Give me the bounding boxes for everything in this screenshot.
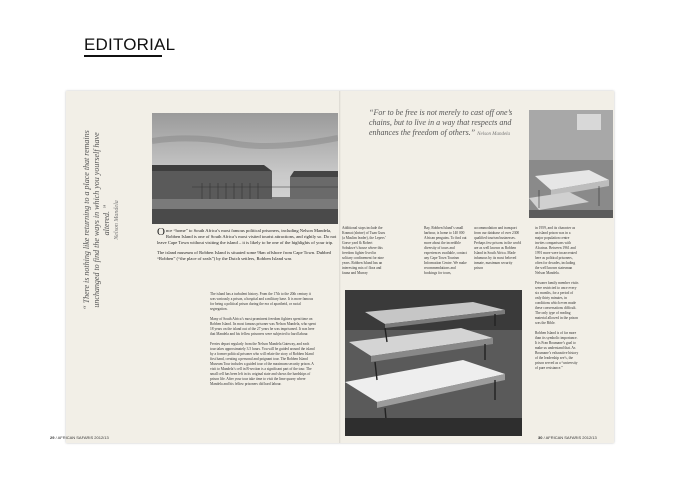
prison-cell-beds-photo	[529, 110, 613, 218]
footer-left-label: AFRICAN SAFARIS	[57, 435, 94, 440]
lead-paragraph-1: nce “home” to South Africa’s most famous political prisoners, including Nelson Mandela, Robben Island is one of South Africa’s most visited tourist attractions, and rightly so. Do not leave Cape Town without visiting the island – it is likely to be one of the highlights of your trip.	[157, 228, 337, 245]
footer-left-page: 29	[50, 435, 55, 440]
lead-paragraphs	[157, 228, 337, 262]
side-quote-text: “ There is nothing like returning to a place that remains unchanged to find the ways in which you yourself have altered. ”	[82, 130, 111, 310]
spread-gutter	[339, 91, 341, 443]
side-quote-attribution: Nelson Mandela	[114, 200, 120, 240]
footer-left-issue: 2012/13	[94, 435, 109, 440]
column-a-paragraph: The island has a turbulent history. From the 17th to the 20th century it was variously a prison, a hospital and a military base. It is more famous for being a political prison during the era of apartheid, or racial segregation.	[210, 292, 314, 311]
column-d-paragraph: accommodation and transport from our database of over 2300 qualified tourism businesses. Perhaps few prisons in the world are as well known as Robben Island in South Africa. Made infamous by its most beloved inmate, maximum security prison	[474, 226, 522, 270]
footer-right-page: 30	[538, 435, 543, 440]
pull-quote-attribution: Nelson Mandela	[477, 132, 511, 137]
footer-right: 30 / AFRICAN SAFARIS 2012/13	[538, 435, 597, 440]
column-e-paragraph: Robben Island is of far more than its symbolic importance. It is Fran Boumane’s goal to make us understand that. As Boumane’s exhaustive history of the leadership see’s, the prison served as a “university of pure resistance.”	[535, 331, 579, 370]
column-e-paragraph: in 1959, and its character as an island prison was in a major population centre invites comparisons with Alcatraz. Between 1961 and 1991 more were incarcerated here as political prisoners, often for decades, including the well known statesman Nelson Mandela.	[535, 226, 577, 275]
column-e-paragraph: Prisoner family member visits were restricted to once every six months, for a period of only thirty minutes, in conditions which even made these conversations difficult. The only type of reading material allowed in the prison was the Bible.	[535, 281, 579, 325]
magazine-spread	[50, 91, 614, 443]
footer-left: 29 / AFRICAN SAFARIS 2012/13	[50, 435, 109, 440]
title-underline	[84, 55, 162, 57]
footer-right-label: AFRICAN SAFARIS	[545, 435, 582, 440]
column-c-paragraph: Bay, Robben Island’s small harbour, is home to 140 000 African penguins. To find out more about the incredible diversity of tours and experiences available, contact any Cape Town Tourism Information Centre. We make recommendations and bookings for tours,	[424, 226, 468, 275]
lead-paragraph-2: The island museum of Robben Island is situated some 9km offshore from Cape Town. Dubbed “Robben” (“the place of seals”) by the Dutch settlers, Robben Island was	[157, 250, 331, 261]
side-quote	[82, 130, 122, 310]
column-a-paragraph: Ferries depart regularly from the Nelson Mandela Gateway, and each tour takes approximately 3.5 hours. You will be guided around the island by a former political prisoner who will relate the story of Robben Island first hand, creating a personal and poignant tour. The Robben Island Museum Tour includes a guided tour of the maximum security prison. A visit to Mandela’s cell in B-section is a significant part of the tour. The small cell has been left in its original state and shows the hardships of prison life. After your tour take time to visit the lime quarry where Mandela and his fellow prisoners did hard labour.	[210, 342, 315, 386]
column-a	[210, 292, 316, 392]
column-c	[424, 226, 468, 281]
pull-quote	[369, 108, 519, 140]
prison-building-photo	[152, 113, 338, 224]
footer-right-issue: 2012/13	[582, 435, 597, 440]
column-d	[474, 226, 522, 276]
section-title: EDITORIAL	[84, 35, 176, 54]
column-b	[342, 226, 386, 281]
column-a-paragraph: Many of South Africa’s most prominent freedom fighters spent time on Robben Island. Its most famous prisoner was Nelson Mandela, who spent 18 years on the island out of the 27 years he was imprisoned. It was here that Mandela and his fellow prisoners were subjected to hard labour.	[210, 317, 316, 336]
prison-benches-photo	[345, 290, 522, 436]
column-e	[535, 226, 579, 376]
column-b-paragraph: Additional stops include the Kramat (shrine) of Tuan Guru (a Muslim leader), the Lepers’ Grave yard & Robert Sobukwe’s house where this freedom fighter lived in solitary confinement for nine years. Robben Island has an interesting mix of flora and fauna and Murray	[342, 226, 386, 275]
pull-quote-text: “For to be free is not merely to cast off one’s chains, but to live in a way that respects and enhances the freedom of others.”	[369, 108, 513, 137]
drop-cap: O	[157, 226, 165, 238]
